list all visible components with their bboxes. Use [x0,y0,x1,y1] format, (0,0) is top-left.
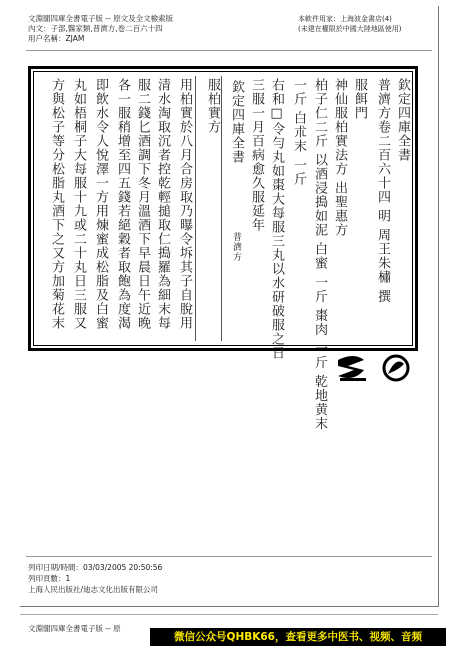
text-column-12: 服二錢匕酒調下冬月溫酒下早晨日午近晚 [135,78,150,330]
page-header-left [28,14,173,44]
print-page-count: 列印頁數：1 [28,574,71,583]
next-page-header: 文淵閣四庫全書電子版 -- 原 [28,624,121,633]
text-column-11: 清水淘取沉者控乾輕搥取仁搗羅為細末每 [155,78,170,330]
text-column-8: 三服一月百病愈久服延年 [249,78,264,232]
text-column-16: 方與松子等分松脂丸酒下之又方加菊花末 [49,78,64,330]
text-column-5: 柏子仁二斤 以酒浸搗如泥 白蜜 一斤 棗肉 一斤 乾地黄末 [312,78,327,431]
publisher-line: 上海人民出版社/迪志文化出版有限公司 [28,585,159,594]
header-licensee: 本軟件用家：上海波金書店(4) [298,15,392,23]
print-datetime: 列印日期/時間：03/03/2005 20:50:56 [28,563,163,572]
wechat-banner: 微信公众号QHBK66，查看更多中医书、视频、音频 [150,628,446,646]
fisheye-label-bottom: 普濟方 [231,232,241,262]
text-column-13: 各一服稍增至四五錢若絕穀者取飽為度渴 [115,78,130,330]
text-column-9: 服柏實方 [205,78,220,134]
header-license-note: (未建在權限於中國大陸地區使用) [298,25,402,33]
text-column-15: 丸如梧桐子大每服十九或二十丸日三服又 [71,78,86,330]
header-title: 文淵閣四庫全書電子版 -- 原文及全文檢索版 [28,14,174,23]
text-column-4: 神仙服柏實法方 出聖惠方 [332,78,347,238]
header-content-path: 內文：子部,醫家類,普濟方,卷二百六十四 [28,24,163,33]
scripture-frame [28,66,418,431]
text-column-7: 右和□令勻丸如棗大每服三丸以水研破服之日 [269,78,284,360]
page-footer [28,562,162,595]
header-divider [26,50,432,51]
text-column-10: 用柏實於八月合房取乃曝令坼其子自脫用 [177,78,192,330]
scripture-frame-inner [33,71,413,431]
text-column-6: 一斤 白朮末 一斤 [291,78,306,187]
publisher-logo-icon [334,352,414,384]
text-column-1: 欽定四庫全書 [395,78,410,162]
fisheye-label-top: 欽定四庫全書 [229,80,244,164]
fisheye-divider-left [195,76,196,341]
text-column-2: 普濟方卷二百六十四 明 周王朱橚 撰 [375,78,390,304]
page-header-right [298,14,401,34]
header-username: 用户名稱：ZJAM [28,34,85,43]
footer-divider [26,556,432,557]
text-column-3: 服餌門 [352,78,367,120]
text-column-14: 即飲水令人悅澤一方用煉蜜成松脂及白蜜 [93,78,108,330]
